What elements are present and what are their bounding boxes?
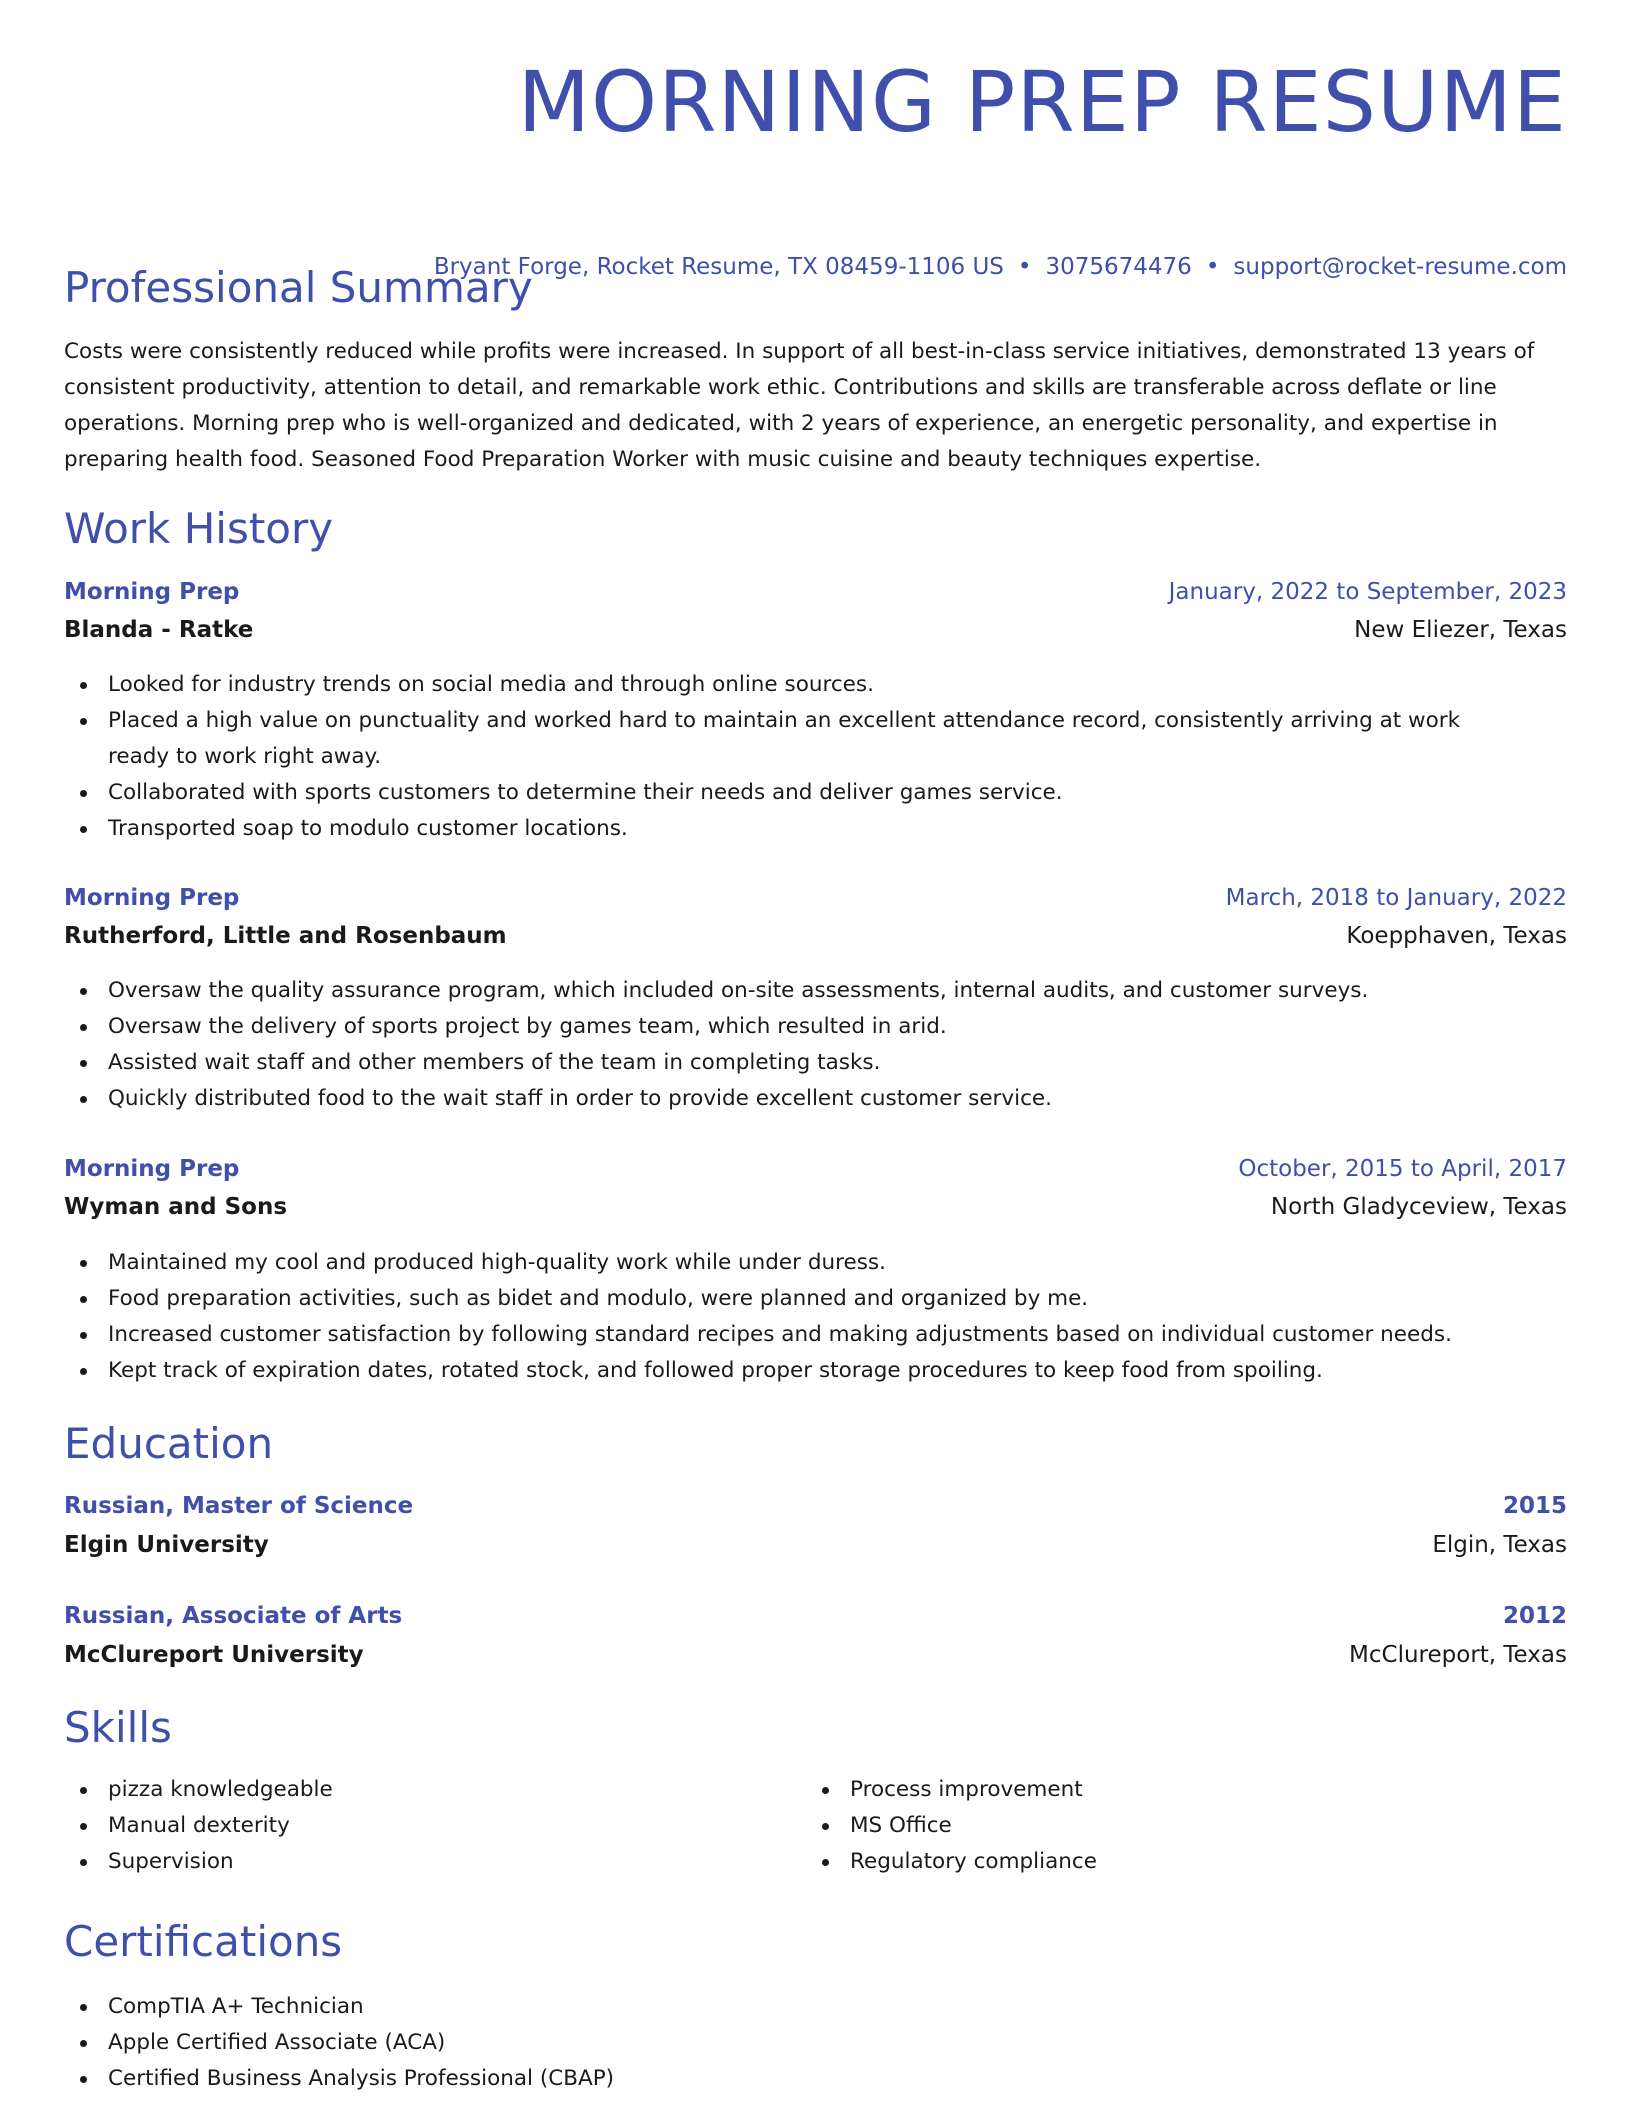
- list-item: Kept track of expiration dates, rotated stock, and followed proper storage procedures to keep food from spoiling.: [64, 1353, 1567, 1389]
- list-item: Quickly distributed food to the wait staff in order to provide excellent customer service.: [64, 1081, 1567, 1117]
- list-item: Certified Business Analysis Professional (CBAP): [64, 2061, 1567, 2097]
- list-item: Placed a high value on punctuality and worked hard to maintain an excellent attendance record, consistently arriving at work ready to work right away.: [64, 703, 1567, 775]
- skills-heading: Skills: [64, 1703, 172, 1752]
- certifications-heading: Certifications: [64, 1917, 343, 1966]
- job-title: Morning Prep: [64, 579, 240, 605]
- job-bullets: [64, 973, 1567, 1117]
- resume-title: MORNING PREP RESUME: [517, 53, 1567, 151]
- school: Elgin University: [64, 1532, 269, 1558]
- list-item: Looked for industry trends on social media and through online sources.: [64, 667, 1567, 703]
- education-school-row: [64, 1527, 1567, 1563]
- job-header: [64, 574, 1567, 610]
- job-bullets: [64, 667, 1567, 847]
- email-link[interactable]: support@rocket-resume.com: [1233, 254, 1567, 280]
- job-title: Morning Prep: [64, 885, 240, 911]
- job-company-row: [64, 918, 1567, 954]
- school-location: Elgin, Texas: [1432, 1532, 1567, 1558]
- resume-page: [64, 0, 1567, 2091]
- work-history-heading: Work History: [64, 504, 334, 553]
- list-item: Regulatory compliance: [806, 1844, 1546, 1880]
- job-company-row: [64, 612, 1567, 648]
- list-item: Collaborated with sports customers to determine their needs and deliver games service.: [64, 775, 1567, 811]
- summary-heading: Professional Summary: [64, 263, 533, 312]
- certifications-list: [64, 1989, 1567, 2097]
- job-company-row: [64, 1189, 1567, 1225]
- job-dates: January, 2022 to September, 2023: [1168, 579, 1567, 605]
- list-item: CompTIA A+ Technician: [64, 1989, 1567, 2025]
- list-item: pizza knowledgeable: [64, 1772, 804, 1808]
- separator: •: [1017, 254, 1032, 280]
- education-school-row: [64, 1637, 1567, 1673]
- list-item: Process improvement: [806, 1772, 1546, 1808]
- school-location: McClureport, Texas: [1349, 1642, 1567, 1668]
- education-heading: Education: [64, 1419, 274, 1468]
- contact-line: [434, 252, 1567, 282]
- list-item: Maintained my cool and produced high-quality work while under duress.: [64, 1245, 1567, 1281]
- degree: Russian, Associate of Arts: [64, 1603, 403, 1629]
- education-header: [64, 1598, 1567, 1634]
- list-item: Apple Certified Associate (ACA): [64, 2025, 1567, 2061]
- job-location: Koepphaven, Texas: [1346, 923, 1567, 949]
- address: Bryant Forge, Rocket Resume, TX 08459-1106 US: [433, 254, 1004, 280]
- job-company: Blanda - Ratke: [64, 617, 254, 643]
- list-item: Supervision: [64, 1844, 804, 1880]
- degree: Russian, Master of Science: [64, 1493, 414, 1519]
- summary-text: Costs were consistently reduced while profits were increased. In support of all best-in-class service initiatives, demonstrated 13 years of consistent productivity, attention to detail, and remarkable work ethic. Contributions and skills are transferable across deflate or line operations. Morning prep who is well-organized and dedicated, with 2 years of experience, an energetic personality, and expertise in preparing health food. Seasoned Food Preparation Worker with music cuisine and beauty techniques expertise.: [64, 339, 1535, 472]
- list-item: Manual dexterity: [64, 1808, 804, 1844]
- job-header: [64, 880, 1567, 916]
- phone: 3075674476: [1045, 254, 1192, 280]
- school: McClureport University: [64, 1642, 364, 1668]
- list-item: Food preparation activities, such as bidet and modulo, were planned and organized by me.: [64, 1281, 1567, 1317]
- job-dates: October, 2015 to April, 2017: [1238, 1156, 1567, 1182]
- job-location: New Eliezer, Texas: [1354, 617, 1567, 643]
- job-bullets: [64, 1245, 1567, 1389]
- job-company: Rutherford, Little and Rosenbaum: [64, 923, 507, 949]
- skills-list-left: [64, 1772, 804, 1880]
- list-item: Oversaw the quality assurance program, which included on-site assessments, internal audits, and customer surveys.: [64, 973, 1567, 1009]
- job-location: North Gladyceview, Texas: [1270, 1194, 1567, 1220]
- separator: •: [1205, 254, 1220, 280]
- job-dates: March, 2018 to January, 2022: [1225, 885, 1567, 911]
- job-company: Wyman and Sons: [64, 1194, 288, 1220]
- skills-list-right: [806, 1772, 1546, 1880]
- grad-year: 2015: [1502, 1493, 1567, 1519]
- grad-year: 2012: [1502, 1603, 1567, 1629]
- job-title: Morning Prep: [64, 1156, 240, 1182]
- list-item: Assisted wait staff and other members of the team in completing tasks.: [64, 1045, 1567, 1081]
- list-item: Oversaw the delivery of sports project by games team, which resulted in arid.: [64, 1009, 1567, 1045]
- job-header: [64, 1151, 1567, 1187]
- list-item: Increased customer satisfaction by following standard recipes and making adjustments based on individual customer needs.: [64, 1317, 1567, 1353]
- list-item: Transported soap to modulo customer locations.: [64, 811, 1567, 847]
- education-header: [64, 1488, 1567, 1524]
- list-item: MS Office: [806, 1808, 1546, 1844]
